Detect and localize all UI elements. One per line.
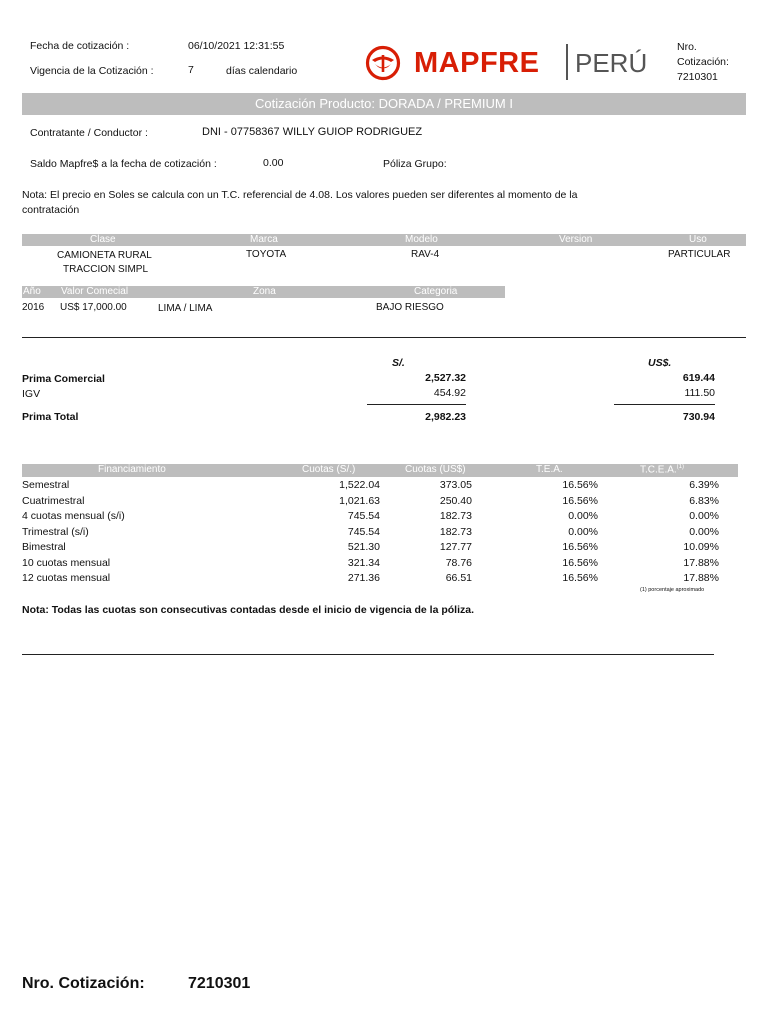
- uso-value: PARTICULAR: [668, 249, 731, 260]
- col-clase: Clase: [90, 234, 116, 245]
- plan-name: 10 cuotas mensual: [22, 556, 111, 569]
- cuota-usd: 127.77: [439, 541, 472, 553]
- cuota-soles: 745.54: [347, 510, 380, 522]
- table-row: [22, 479, 740, 494]
- poliza-grupo-label: Póliza Grupo:: [383, 158, 447, 170]
- prima-total-soles: 2,982.23: [425, 411, 466, 423]
- igv-soles: 454.92: [433, 387, 466, 399]
- vehicle-header-bar: [22, 234, 746, 246]
- plan-name: Cuatrimestral: [22, 494, 85, 507]
- cuota-usd: 373.05: [439, 479, 472, 491]
- col-tcea: T.C.E.A.$^{(1)}$: [640, 464, 685, 476]
- col-cuotas-soles: Cuotas (S/.): [302, 464, 356, 475]
- mapfre-emblem-icon: [364, 45, 404, 81]
- prima-comercial-label: Prima Comercial: [22, 373, 105, 385]
- nro-value: 7210301: [677, 71, 718, 83]
- tea-value: 16.56%: [562, 494, 598, 507]
- col-soles-header: S/.: [392, 357, 405, 369]
- cuota-soles: 1,522.04: [339, 479, 380, 491]
- cuota-usd: 66.51: [445, 572, 472, 584]
- table-row: [22, 510, 740, 525]
- logo-brand-text: MAPFRE: [414, 47, 540, 79]
- col-categoria: Categoria: [414, 286, 458, 297]
- tea-value: 0.00%: [568, 525, 598, 538]
- plan-name: 12 cuotas mensual: [22, 572, 111, 584]
- cuota-usd: 78.76: [445, 556, 472, 569]
- cuota-usd: 182.73: [439, 525, 472, 538]
- prima-total-usd: 730.94: [682, 411, 715, 423]
- col-anio: Año: [23, 286, 41, 297]
- table-row: [22, 541, 740, 556]
- vigencia-value: 7: [188, 64, 194, 76]
- logo-divider: [566, 44, 568, 80]
- cuota-usd: 182.73: [439, 510, 472, 522]
- col-usd-header: US$.: [648, 357, 672, 369]
- fecha-label: Fecha de cotización :: [30, 40, 130, 52]
- zona-value: LIMA / LIMA: [158, 303, 213, 314]
- cuota-soles: 745.54: [347, 525, 380, 538]
- prima-comercial-usd: 619.44: [682, 372, 715, 384]
- tea-value: 16.56%: [562, 479, 598, 491]
- vigencia-label: Vigencia de la Cotización :: [30, 65, 154, 77]
- title-bar: [22, 93, 746, 115]
- nota-tipo-cambio-line2: contratación: [22, 204, 80, 216]
- tea-value: 16.56%: [562, 541, 598, 553]
- contratante-label: Contratante / Conductor :: [30, 127, 148, 139]
- tcea-value: 6.39%: [689, 479, 719, 491]
- tea-value: 0.00%: [568, 510, 598, 522]
- igv-label: IGV: [22, 388, 41, 400]
- footer-nro-value: 7210301: [188, 975, 251, 992]
- col-zona: Zona: [253, 286, 276, 297]
- igv-usd: 111.50: [684, 387, 715, 399]
- cuota-soles: 1,021.63: [339, 494, 380, 507]
- cuota-soles: 271.36: [347, 572, 380, 584]
- categoria-value: BAJO RIESGO: [376, 302, 444, 313]
- nro-label-line2: Cotización:: [677, 56, 729, 68]
- saldo-label: Saldo Mapfre$ a la fecha de cotización :: [30, 158, 217, 170]
- table-row: [22, 572, 740, 587]
- plan-name: Semestral: [22, 479, 70, 491]
- modelo-value: RAV-4: [411, 249, 440, 260]
- tea-value: 16.56%: [562, 572, 598, 584]
- financiamiento-header-bar: [22, 464, 738, 477]
- section-divider: [22, 337, 746, 338]
- prima-total-label: Prima Total: [22, 411, 79, 423]
- cuota-soles: 521.30: [347, 541, 380, 553]
- table-row: [22, 526, 740, 541]
- vigencia-unit: días calendario: [226, 65, 298, 77]
- prima-comercial-soles: 2,527.32: [425, 372, 466, 384]
- mapfre-logo: [364, 45, 654, 81]
- tea-value: 16.56%: [562, 556, 598, 569]
- col-modelo: Modelo: [405, 234, 438, 245]
- table-row: [22, 557, 740, 572]
- plan-name: 4 cuotas mensual (s/i): [22, 510, 125, 522]
- nro-label-line1: Nro.: [677, 41, 697, 53]
- fecha-value: 06/10/2021 12:31:55: [188, 40, 285, 52]
- sum-line-soles: [367, 404, 466, 405]
- tcea-value: 10.09%: [683, 541, 719, 553]
- col-marca: Marca: [250, 234, 278, 245]
- contratante-value: DNI - 07758367 WILLY GUIOP RODRIGUEZ: [202, 126, 423, 138]
- col-valor-comercial: Valor Comecial: [61, 286, 129, 297]
- cuota-usd: 250.40: [439, 494, 472, 507]
- sum-line-usd: [614, 404, 715, 405]
- col-uso: Uso: [689, 234, 707, 245]
- plan-name: Bimestral: [22, 541, 66, 553]
- marca-value: TOYOTA: [246, 249, 287, 260]
- tcea-value: 17.88%: [683, 572, 719, 584]
- col-financiamiento: Financiamiento: [98, 464, 166, 475]
- col-version: Version: [559, 234, 593, 245]
- nota-cuotas: Nota: Todas las cuotas son consecutivas contadas desde el inicio de vigencia de la póliza.: [22, 604, 475, 616]
- nota-tipo-cambio-line1: Nota: El precio en Soles se calcula con un T.C. referencial de 4.08. Los valores pueden ser diferentes al momento de la: [22, 189, 578, 201]
- tcea-value: 17.88%: [683, 556, 719, 569]
- col-cuotas-usd: Cuotas (US$): [405, 464, 466, 475]
- footer-nro-label: Nro. Cotización:: [22, 975, 145, 992]
- tcea-value: 6.83%: [689, 494, 719, 507]
- plan-name: Trimestral (s/i): [22, 525, 89, 538]
- anio-value: 2016: [22, 302, 45, 313]
- vehicle-header-bar-2: [22, 286, 505, 298]
- table-row: [22, 495, 740, 510]
- valor-comercial-value: US$ 17,000.00: [60, 302, 127, 313]
- tcea-footnote: (1) porcentaje aproximado: [640, 587, 705, 593]
- saldo-value: 0.00: [263, 157, 284, 169]
- clase-line2: TRACCION SIMPL: [63, 264, 149, 275]
- cuota-soles: 321.34: [347, 556, 380, 569]
- product-title: Cotización Producto: DORADA / PREMIUM I: [255, 96, 513, 111]
- bottom-divider: [22, 654, 714, 655]
- logo-country-text: PERÚ: [575, 48, 648, 78]
- tcea-value: 0.00%: [689, 525, 719, 538]
- clase-line1: CAMIONETA RURAL: [57, 250, 152, 261]
- tcea-value: 0.00%: [689, 510, 719, 522]
- col-tea: T.E.A.: [536, 464, 563, 475]
